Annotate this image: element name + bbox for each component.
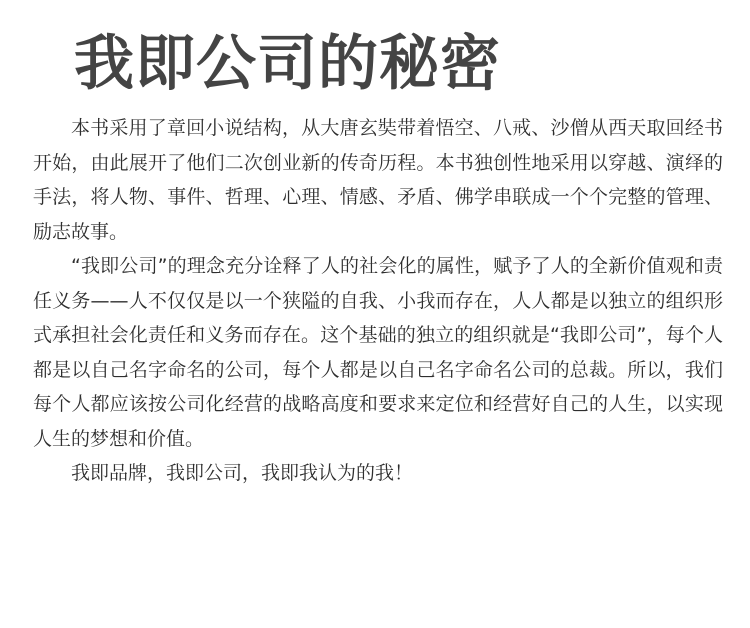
paragraph-intro: 本书采用了章回小说结构，从大唐玄奘带着悟空、八戒、沙僧从西天取回经书开始，由此展开了他们二次创业新的传奇历程。本书独创性地采用以穿越、演绎的手法，将人物、事件、哲理、心理、情感、矛盾、佛学串联成一个个完整的管理、励志故事。 [33,117,723,243]
page-title: 我即公司的秘密 [74,29,501,99]
paragraph-concept: “我即公司”的理念充分诠释了人的社会化的属性，赋予了人的全新价值观和责任义务——人不仅仅是以一个狭隘的自我、小我而存在，人人都是以独立的组织形式承担社会化责任和义务而存在。这个基础的独立的组织就是“我即公司”，每个人都是以自己名字命名的公司，每个人都是以自己名字命名公司的总裁。所以，我们每个人都应该按公司化经营的战略高度和要求来定位和经营好自己的人生，以实现人生的梦想和价值。 [33,255,723,450]
body-text [33,111,723,491]
paragraph-motto: 我即品牌，我即公司，我即我认为的我！ [71,462,414,484]
